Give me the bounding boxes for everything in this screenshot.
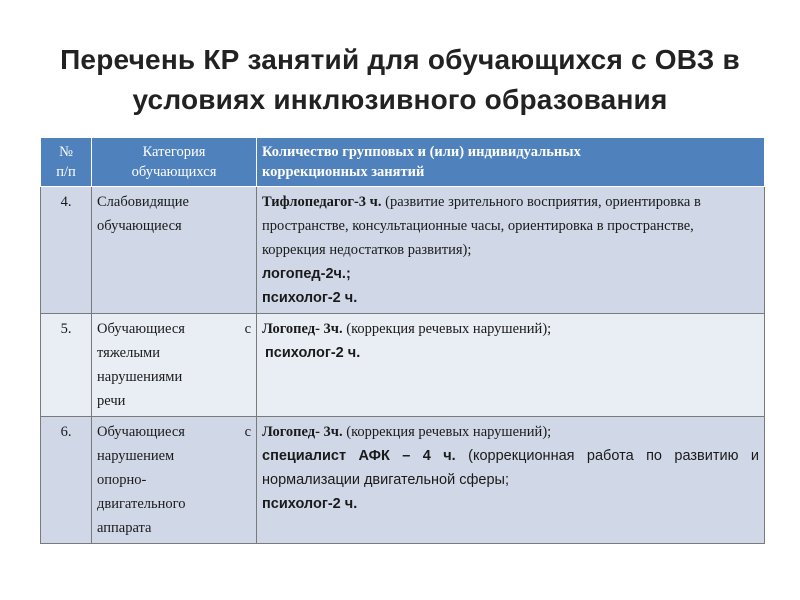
row-category: Слабовидящие обучающиеся: [92, 187, 257, 314]
psiholog-line: психолог-2 ч.: [262, 496, 358, 512]
row-classes: [257, 417, 765, 544]
row-category: Обучающиеся с нарушением опорно- двигательного аппарата: [92, 417, 257, 544]
logoped-text: (коррекция речевых нарушений);: [342, 424, 552, 440]
header-classes-count: Количество групповых и (или) индивидуальных коррекционных занятий: [257, 138, 765, 187]
header-number: № п/п: [41, 138, 92, 187]
afk-line: [262, 444, 759, 492]
row-classes: [257, 187, 765, 314]
table-header-row: [41, 138, 765, 187]
logoped-label: Логопед- 3ч.: [262, 424, 343, 440]
logoped-text: (коррекция речевых нарушений);: [342, 321, 552, 337]
logoped-label: Логопед- 3ч.: [262, 321, 343, 337]
header-category: Категория обучающихся: [92, 138, 257, 187]
row-number: 6.: [41, 417, 92, 544]
row-category: Обучающиеся с тяжелыми нарушениями речи: [92, 314, 257, 417]
tiflopedagog-text: (развитие зрительного восприятия, ориентировка в пространстве, консультационные часы, ориентировка в пространстве, коррекция недостатков развития);: [262, 194, 701, 258]
page-title: [0, 40, 800, 120]
row-number: 5.: [41, 314, 92, 417]
table-row: [41, 417, 765, 544]
logoped-line: логопед-2ч.;: [262, 266, 351, 282]
table-row: [41, 314, 765, 417]
afk-label: специалист АФК – 4 ч.: [262, 448, 456, 464]
psiholog-line: психолог-2 ч.: [265, 345, 361, 361]
psiholog-line: психолог-2 ч.: [262, 290, 358, 306]
afk-text: (коррекционная работа по развитию и нормализации двигательной сферы;: [262, 448, 759, 488]
title-line-2: условиях инклюзивного образования: [132, 84, 668, 115]
row-number: 4.: [41, 187, 92, 314]
tiflopedagog-label: Тифлопедагог-3 ч.: [262, 194, 382, 210]
row-classes: [257, 314, 765, 417]
correction-classes-table: [40, 137, 765, 544]
table-row: [41, 187, 765, 314]
title-line-1: Перечень КР занятий для обучающихся с ОВЗ в: [60, 44, 740, 75]
